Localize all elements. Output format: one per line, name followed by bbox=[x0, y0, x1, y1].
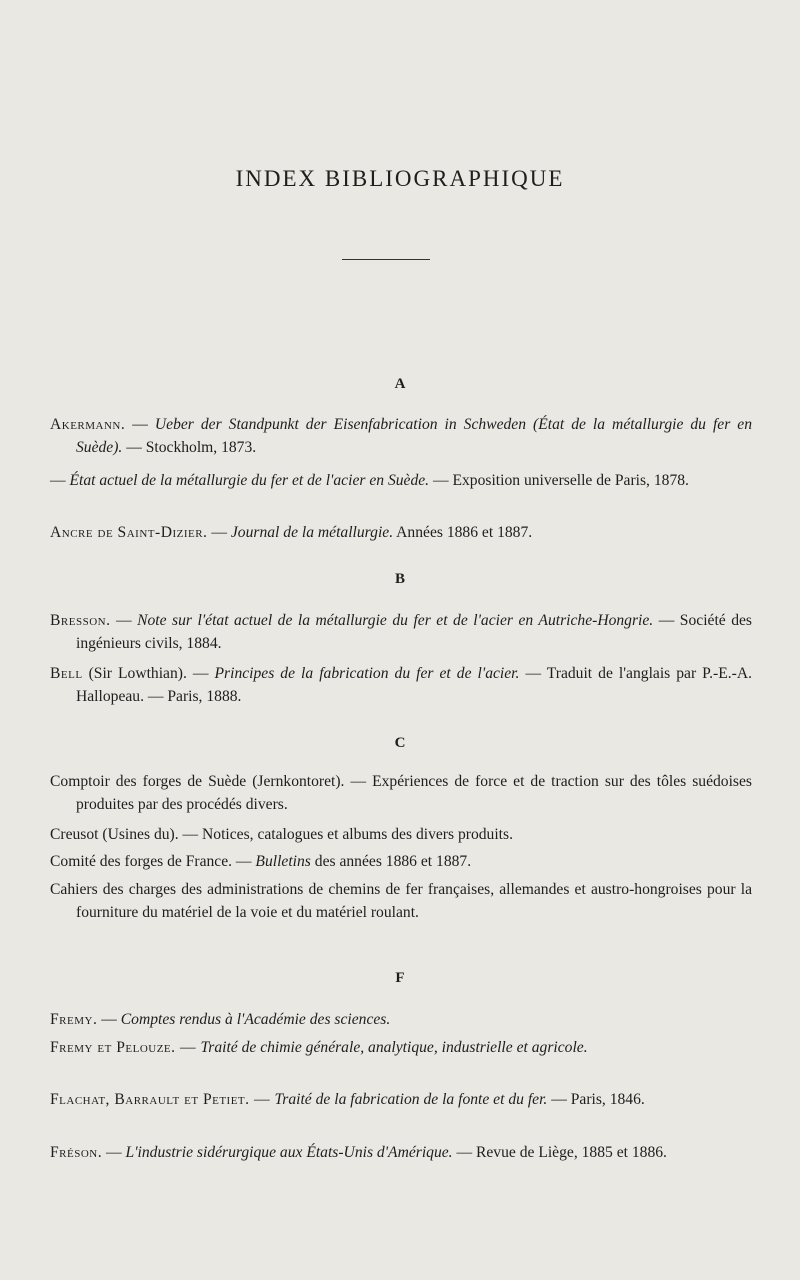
entry-work-title: Bulletins bbox=[255, 853, 311, 870]
entry-work-title: Comptes rendus à l'Académie des sciences. bbox=[120, 1011, 391, 1028]
entry-details: — Traduit de l'anglais par P.-E.-A. Hallopeau. — Paris, 1888. bbox=[76, 665, 752, 705]
entry-akermann-2 bbox=[50, 469, 752, 492]
entry-comptoir bbox=[50, 770, 752, 816]
section-letter-f: F bbox=[395, 970, 405, 986]
entry-freson bbox=[50, 1141, 752, 1164]
entry-author: — bbox=[50, 472, 66, 489]
entry-akermann-1 bbox=[50, 413, 752, 459]
entry-separator: — bbox=[207, 524, 231, 541]
entry-work-title: Traité de la fabrication de la fonte et du fer. bbox=[274, 1091, 548, 1108]
entry-cahiers bbox=[50, 878, 752, 924]
entry-work-title: Ueber der Standpunkt der Eisenfabrication in Schweden (État de la métallurgie du fer en Suède). bbox=[76, 416, 753, 456]
entry-work-title: État actuel de la métallurgie du fer et de l'acier en Suède. bbox=[69, 472, 430, 489]
entry-details: — Stockholm, 1873. bbox=[122, 439, 257, 456]
entry-author: Fréson. bbox=[50, 1144, 103, 1161]
entry-author: Fremy bbox=[50, 1039, 93, 1056]
entry-work-title: L'industrie sidérurgique aux États-Unis d'Amérique. bbox=[125, 1144, 453, 1161]
section-letter-c: C bbox=[394, 735, 406, 751]
entry-details: des années 1886 et 1887. bbox=[310, 853, 472, 870]
entry-work-title: Traité de chimie générale, analytique, industrielle et agricole. bbox=[200, 1039, 588, 1056]
entry-separator: — bbox=[125, 416, 155, 433]
entry-separator: et Petiet. — bbox=[179, 1091, 275, 1108]
entry-details: Creusot (Usines du). — Notices, catalogues et albums des divers produits. bbox=[50, 826, 513, 843]
title-rule bbox=[342, 259, 430, 260]
entry-work-title: Journal de la métallurgie. bbox=[230, 524, 394, 541]
entry-ancre bbox=[50, 521, 752, 544]
entry-fremy bbox=[50, 1008, 752, 1031]
entry-fremy-pelouze bbox=[50, 1036, 752, 1059]
entry-flachat bbox=[50, 1088, 752, 1111]
entry-separator: (Sir Lowthian). — bbox=[82, 665, 215, 682]
entry-separator: et Pelouze. — bbox=[92, 1039, 201, 1056]
entry-comite bbox=[50, 850, 752, 873]
section-letter-a: A bbox=[394, 376, 406, 392]
entry-bell bbox=[50, 662, 752, 708]
entry-creusot bbox=[50, 823, 752, 846]
entry-author: Flachat, Barrault bbox=[50, 1091, 180, 1108]
entry-details: — Société des ingénieurs civils, 1884. bbox=[76, 612, 752, 652]
entry-work-title: Note sur l'état actuel de la métallurgie du fer et de l'acier en Autriche-Hongrie. bbox=[137, 612, 654, 629]
entry-work-title: Principes de la fabrication du fer et de l'acier. bbox=[214, 665, 520, 682]
entry-details: — Paris, 1846. bbox=[547, 1091, 645, 1108]
entry-separator: — bbox=[110, 612, 138, 629]
page-title: INDEX BIBLIOGRAPHIQUE bbox=[235, 166, 565, 191]
entry-details: Cahiers des charges des administrations de chemins de fer françaises, allemandes et austro-hongroises pour la fourniture du matériel de la voie et du matériel roulant. bbox=[50, 881, 752, 921]
entry-details: Années 1886 et 1887. bbox=[393, 524, 533, 541]
entry-author: Fremy. bbox=[50, 1011, 98, 1028]
entry-bresson bbox=[50, 609, 752, 655]
section-letter-b: B bbox=[394, 571, 405, 587]
entry-details: — Exposition universelle de Paris, 1878. bbox=[429, 472, 689, 489]
entry-author: Bresson. bbox=[50, 612, 111, 629]
entry-details: — Revue de Liège, 1885 et 1886. bbox=[452, 1144, 667, 1161]
entry-author: Bell bbox=[50, 665, 83, 682]
entry-separator: — bbox=[102, 1144, 126, 1161]
entry-details: Comptoir des forges de Suède (Jernkontoret). — Expériences de force et de traction sur des tôles suédoises produites par des procédés divers. bbox=[50, 773, 752, 813]
entry-author: Akermann. bbox=[50, 416, 126, 433]
entry-separator: Comité des forges de France. — bbox=[50, 853, 256, 870]
entry-author: Ancre de Saint-Dizier. bbox=[50, 524, 208, 541]
entry-separator: — bbox=[97, 1011, 121, 1028]
